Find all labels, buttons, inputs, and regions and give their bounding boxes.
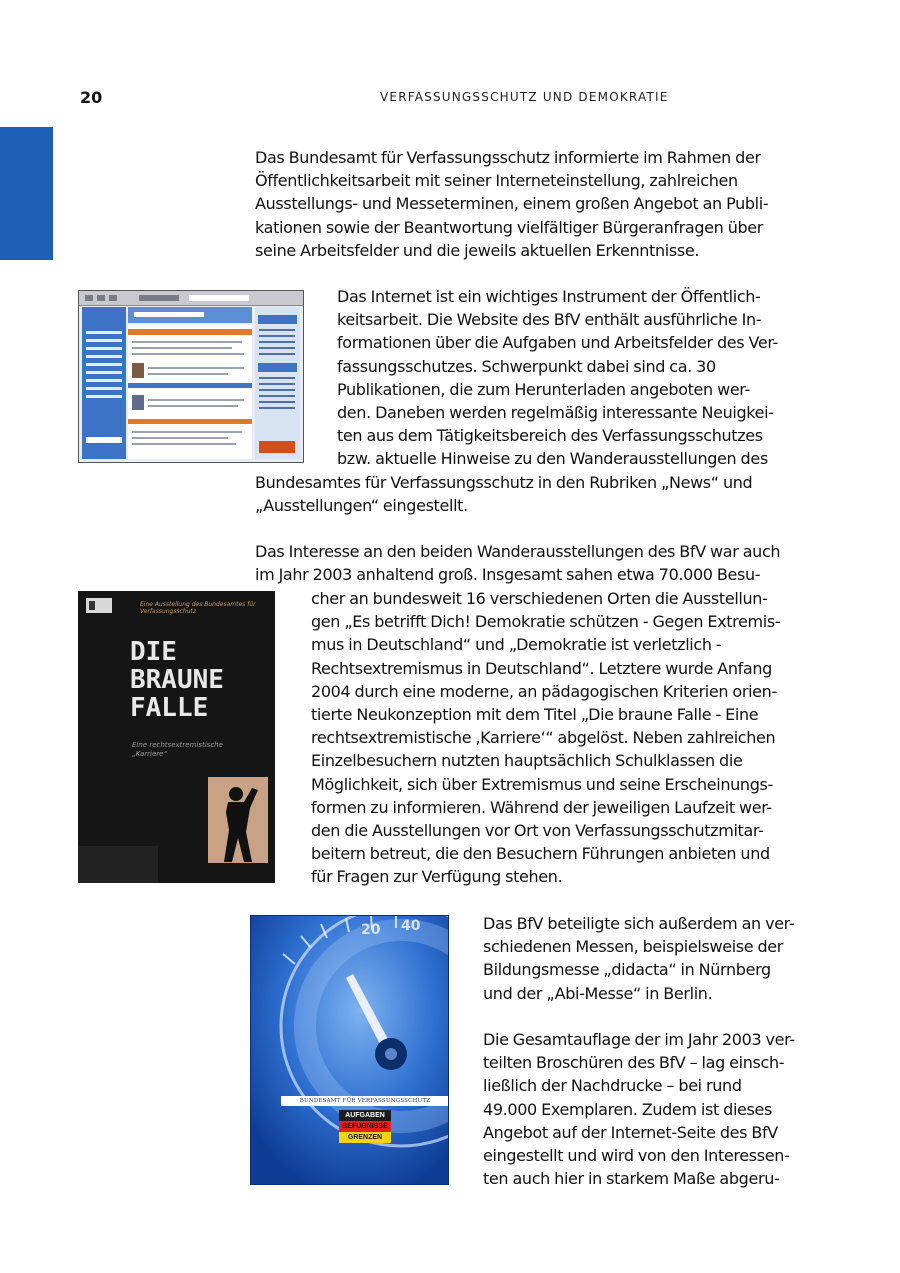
brochure-label-befugnisse: BEFUGNISSE <box>339 1121 391 1132</box>
poster-shadow <box>78 846 158 883</box>
website-screenshot-image <box>78 290 304 463</box>
paragraph-brochures: Die Gesamtauflage der im Jahr 2003 ver- teilten Broschüren des BfV – lag einsch- ließlich der Nachdrucke – bei rund 49.000 Exemplaren. Zudem ist dieses Angebot auf der Internet-Seite des BfV eingestellt und wird von den Interessen- ten auch hier in starkem Maße abgeru- <box>483 1030 795 1189</box>
paragraph-internet: Das Internet ist ein wichtiges Instrument der Öffentlich- keitsarbeit. Die Website des BfV enthält ausführliche In- formationen über die Aufgaben und Arbeitsfelder des Ver- fassungsschutzes. Schwerpunkt dabei sind ca. 30 Publikationen, die zum Herunterladen angeboten wer- den. Daneben werden regelmäßig interessante Neuigkei- ten aus dem Tätigkeitsbereich des Verfassungsschutzes bzw. aktuelle Hinweise zu den Wanderausstellungen des <box>337 287 778 469</box>
site-right-column <box>255 307 300 459</box>
poster-tagline: Eine rechtsextremistische „Karriere“ <box>132 741 223 758</box>
paragraph-fairs: Das BfV beteiligte sich außerdem an ver- schiedenen Messen, beispielsweise der Bildungsmesse „didacta“ in Nürnberg und der „Abi-Messe“ in Berlin. <box>483 914 795 1003</box>
paragraph-exhibitions-cont: cher an bundesweit 16 verschiedenen Orten die Ausstellun- gen „Es betrifft Dich! Demokratie schützen - Gegen Extremis- mus in Deutschland“ und „Demokratie ist verletzlich - Rechtsextremismus in Deutschland“. Letztere wurde Anfang 2004 durch eine moderne, an pädagogischen Kriterien orien- tierte Neukonzeption mit dem Titel „Die braune Falle - Eine rechtsextremistische ‚Karriere‘“ abgelöst. Neben zahlreichen Einzelbesuchern nutzten hauptsächlich Schulklassen die Möglichkeit, sich über Extremismus und seine Erscheinungs- formen zu informieren. Während der jeweiligen Laufzeit wer- den die Ausstellungen vor Ort von Verfassungsschutzmitar- beitern betreut, die den Besuchern Führungen anbieten und für Fragen zur Verfügung stehen. <box>311 589 781 887</box>
site-red-button <box>259 441 295 453</box>
brochure-publisher-band: BUNDESAMT FÜR VERFASSUNGSSCHUTZ <box>281 1096 449 1106</box>
chapter-color-tab <box>0 127 53 260</box>
browser-toolbar <box>79 291 303 306</box>
site-sidebar <box>82 307 126 459</box>
poster-title: DIE BRAUNE FALLE <box>130 637 224 723</box>
brochure-label-grenzen: GRENZEN <box>339 1132 391 1143</box>
poster-subtitle: Eine Ausstellung des Bundesamtes für Verfassungsschutz <box>140 601 256 615</box>
silhouette-figure-icon <box>212 782 267 864</box>
running-header: VERFASSUNGSSCHUTZ UND DEMOKRATIE <box>380 90 669 104</box>
compass-dial-icon <box>251 916 448 1184</box>
paragraph-exhibitions: Das Interesse an den beiden Wanderausstellungen des BfV war auch im Jahr 2003 anhaltend groß. Insgesamt sahen etwa 70.000 Besu- <box>255 542 781 585</box>
site-banner <box>128 307 252 323</box>
svg-text:20: 20 <box>361 922 381 938</box>
brochure-label-aufgaben: AUFGABEN <box>339 1110 391 1121</box>
paragraph-intro: Das Bundesamt für Verfassungsschutz informierte im Rahmen der Öffentlichkeitsarbeit mit seiner Interneteinstellung, zahlreichen Ausstellungs- und Messeterminen, einem großen Angebot an Publi- kationen sowie der Beantwortung vielfältiger Bürgeranfragen über seine Arbeitsfelder und die jeweils aktuellen Erkenntnisse. <box>255 148 769 260</box>
brochure-cover-image <box>250 915 449 1185</box>
page-number: 20 <box>80 88 103 107</box>
svg-text:40: 40 <box>401 918 421 934</box>
site-content <box>128 325 252 459</box>
federal-eagle-logo <box>86 598 112 613</box>
paragraph-internet-cont: Bundesamtes für Verfassungsschutz in den Rubriken „News“ und „Ausstellungen“ eingestellt. <box>255 473 753 516</box>
exhibition-poster-image <box>78 591 275 883</box>
